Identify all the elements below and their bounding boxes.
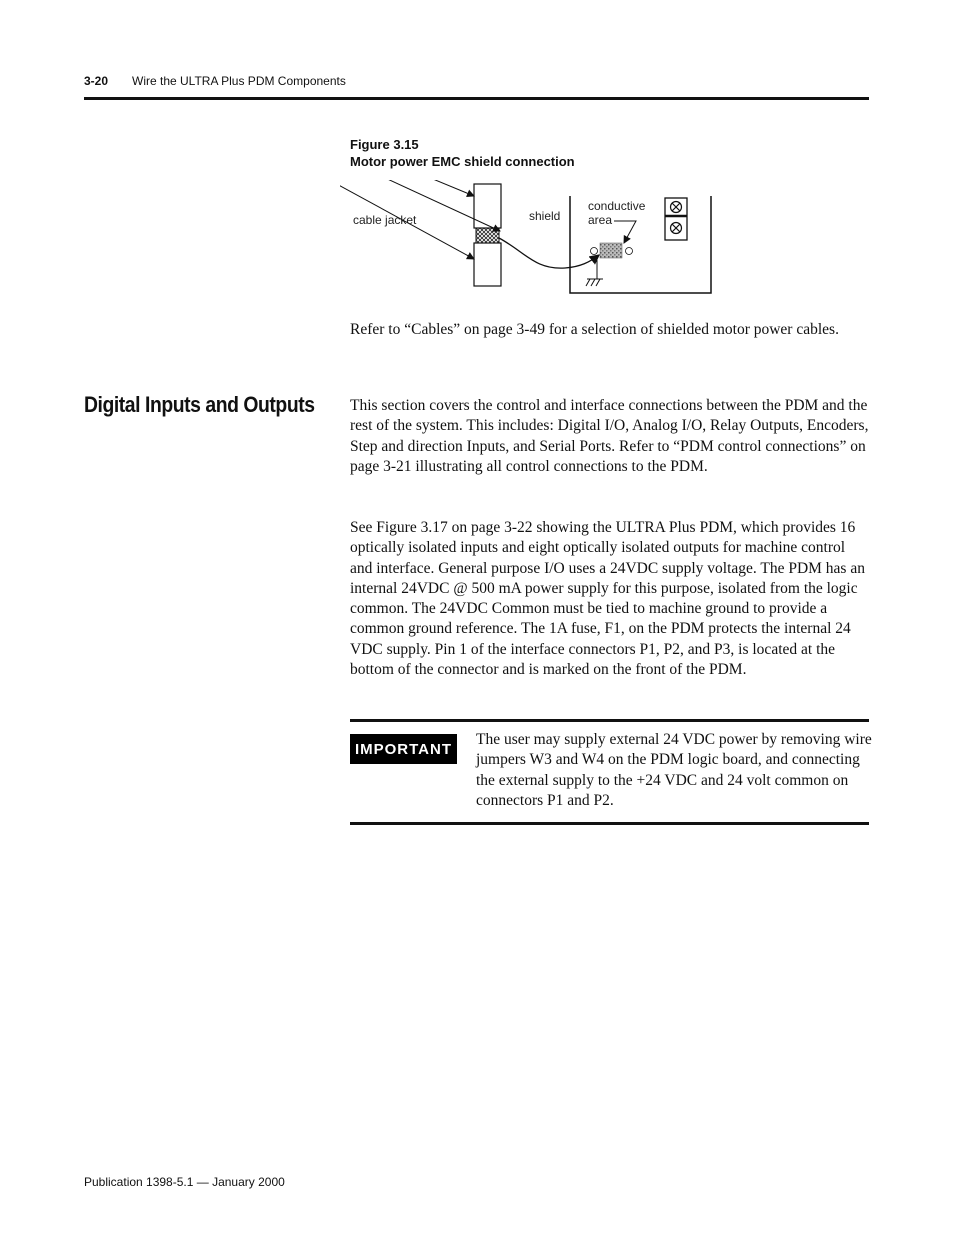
- important-text: The user may supply external 24 VDC power by removing wire jumpers W3 and W4 on the PDM logic board, and connecting the external supply to the +24 VDC and 24 volt common on connectors P1 and P2.: [476, 731, 872, 809]
- callout-rule-bottom: [350, 822, 869, 825]
- cable-jacket-label: cable jacket: [353, 213, 417, 227]
- mounting-hole-left: [591, 248, 598, 255]
- important-badge: IMPORTANT: [350, 734, 457, 764]
- terminal-screw-lower-icon: [671, 223, 682, 234]
- figure-caption: Motor power EMC shield connection: [350, 154, 575, 169]
- conductive-area-leader: [614, 221, 636, 243]
- cables-reference: Refer to “Cables” on page 3-49 for a selection of shielded motor power cables.: [350, 321, 839, 338]
- section-heading: Digital Inputs and Outputs: [84, 392, 315, 417]
- chapter-title: Wire the ULTRA Plus PDM Components: [132, 74, 346, 88]
- cable-shield-braid: [476, 228, 499, 243]
- cable-jacket-lower: [474, 243, 501, 286]
- conductive-area-label-line2: area: [588, 213, 613, 227]
- shield-drain-wire: [499, 238, 599, 268]
- conductive-area-patch: [600, 243, 622, 258]
- callout-rule-top: [350, 719, 869, 722]
- page-number: 3-20: [84, 74, 109, 88]
- header-rule: [84, 97, 869, 100]
- terminal-screw-upper-icon: [671, 202, 682, 213]
- conductive-area-label-line1: conductive: [588, 199, 646, 213]
- publication-footer: Publication 1398-5.1 — January 2000: [84, 1175, 285, 1189]
- body-paragraph: See Figure 3.17 on page 3-22 showing the ULTRA Plus PDM, which provides 16 optically isolated inputs and eight optically isolated outputs for machine control and interface. General purpose I/O uses a 24VDC supply voltage. The PDM has an internal 24VDC @ 500 mA power supply for this purpose, isolated from the logic common. The 24VDC Common must be tied to machine ground to provide a common ground reference. The 1A fuse, F1, on the PDM protects the internal 24 VDC supply. Pin 1 of the interface connectors P1, P2, and P3, is located at the bottom of the connector and is marked on the front of the PDM.: [350, 519, 865, 679]
- mounting-hole-right: [626, 248, 633, 255]
- figure-label: Figure 3.15: [350, 137, 419, 152]
- shield-connection-figure: [340, 180, 720, 305]
- ground-icon: [586, 260, 603, 286]
- body-paragraph: This section covers the control and interface connections between the PDM and the rest of the system. This includes: Digital I/O, Analog I/O, Relay Outputs, Encoders, Step and direction Inputs, and Serial Ports. Refer to “PDM control connections” on page 3-21 illustrating all control connections to the PDM.: [350, 397, 869, 475]
- shield-label: shield: [529, 209, 561, 223]
